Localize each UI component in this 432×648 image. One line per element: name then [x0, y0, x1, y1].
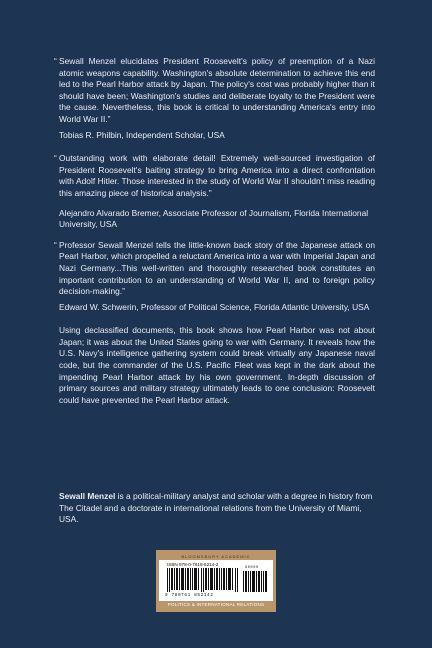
- review-blurbs: [54, 56, 375, 406]
- author-name: Sewall Menzel: [59, 491, 116, 501]
- book-summary: Using declassified documents, this book shows how Pearl Harbor was not about Japan; it was about the United States going to war with Germany. It reveals how the U.S. Navy's intelligence gathering system could break virtually any Japanese naval code, but the commander of the U.S. Pacific Fleet was kept in the dark about the impending Pearl Harbor attack by his own government. In-depth discussion of primary sources and military strategy ultimately leads to one conclusion: Roosevelt could have prevented the Pearl Harbor attack.: [59, 325, 375, 405]
- blurb-quote: Sewall Menzel elucidates President Roosevelt's policy of preemption of a Nazi atomic weapons capability. Washington's absolute determination to achieve this end led to the Pearl Harbor attack by Japan. The policy's cost was probably higher than it should have been; Washington's studies and deliberate loyalty to the President were the cause. Nevertheless, this book is critical to understanding America's entry into World War II.”: [59, 56, 375, 124]
- category-label: POLITICS & INTERNATIONAL RELATIONS: [159, 601, 273, 609]
- blurb-quote: Outstanding work with elaborate detail! Extremely well-sourced investigation of President Roosevelt's baiting strategy to bring America into a direct confrontation with Adolf Hitler. Those interested in the study of World War II shouldn't miss reading this amazing piece of historical analysis.”: [59, 153, 375, 198]
- open-quote: “: [54, 153, 57, 164]
- isbn-text: ISBN 978-0-7618-5214-2: [167, 562, 219, 567]
- blurb-quote: Professor Sewall Menzel tells the little-known back story of the Japanese attack on Pearl Harbor, which propelled a reluctant America into a war with Imperial Japan and Nazi Germany...This well-written and thoroughly researched book constitutes an important contribution to an understanding of World War II, and to foreign policy decision-making.”: [59, 239, 375, 297]
- barcode-block: [156, 550, 276, 612]
- publisher-label: BLOOMSBURY ACADEMIC: [159, 553, 273, 560]
- barcode-icon: [167, 568, 239, 592]
- blurb-3: [54, 239, 375, 314]
- price-barcode-icon: [243, 571, 267, 592]
- blurb-attribution: Edward W. Schwerin, Professor of Political Science, Florida Atlantic University, USA: [59, 301, 370, 312]
- price-code: 90000: [245, 566, 259, 570]
- blurb-attribution: Alejandro Alvarado Bremer, Associate Professor of Journalism, Florida International University, USA: [59, 207, 369, 230]
- blurb-1: [54, 56, 375, 141]
- barcode-digits: 9 780761 852142: [165, 593, 214, 598]
- author-bio: [59, 491, 375, 526]
- blurb-2: [54, 153, 375, 231]
- open-quote: “: [54, 56, 57, 66]
- open-quote: “: [54, 239, 57, 250]
- author-bio-text: is a political-military analyst and scholar with a degree in history from The Citadel and a doctorate in international relations from the University of Miami, USA.: [59, 491, 373, 525]
- blurb-attribution: Tobias R. Philbin, Independent Scholar, USA: [59, 129, 225, 140]
